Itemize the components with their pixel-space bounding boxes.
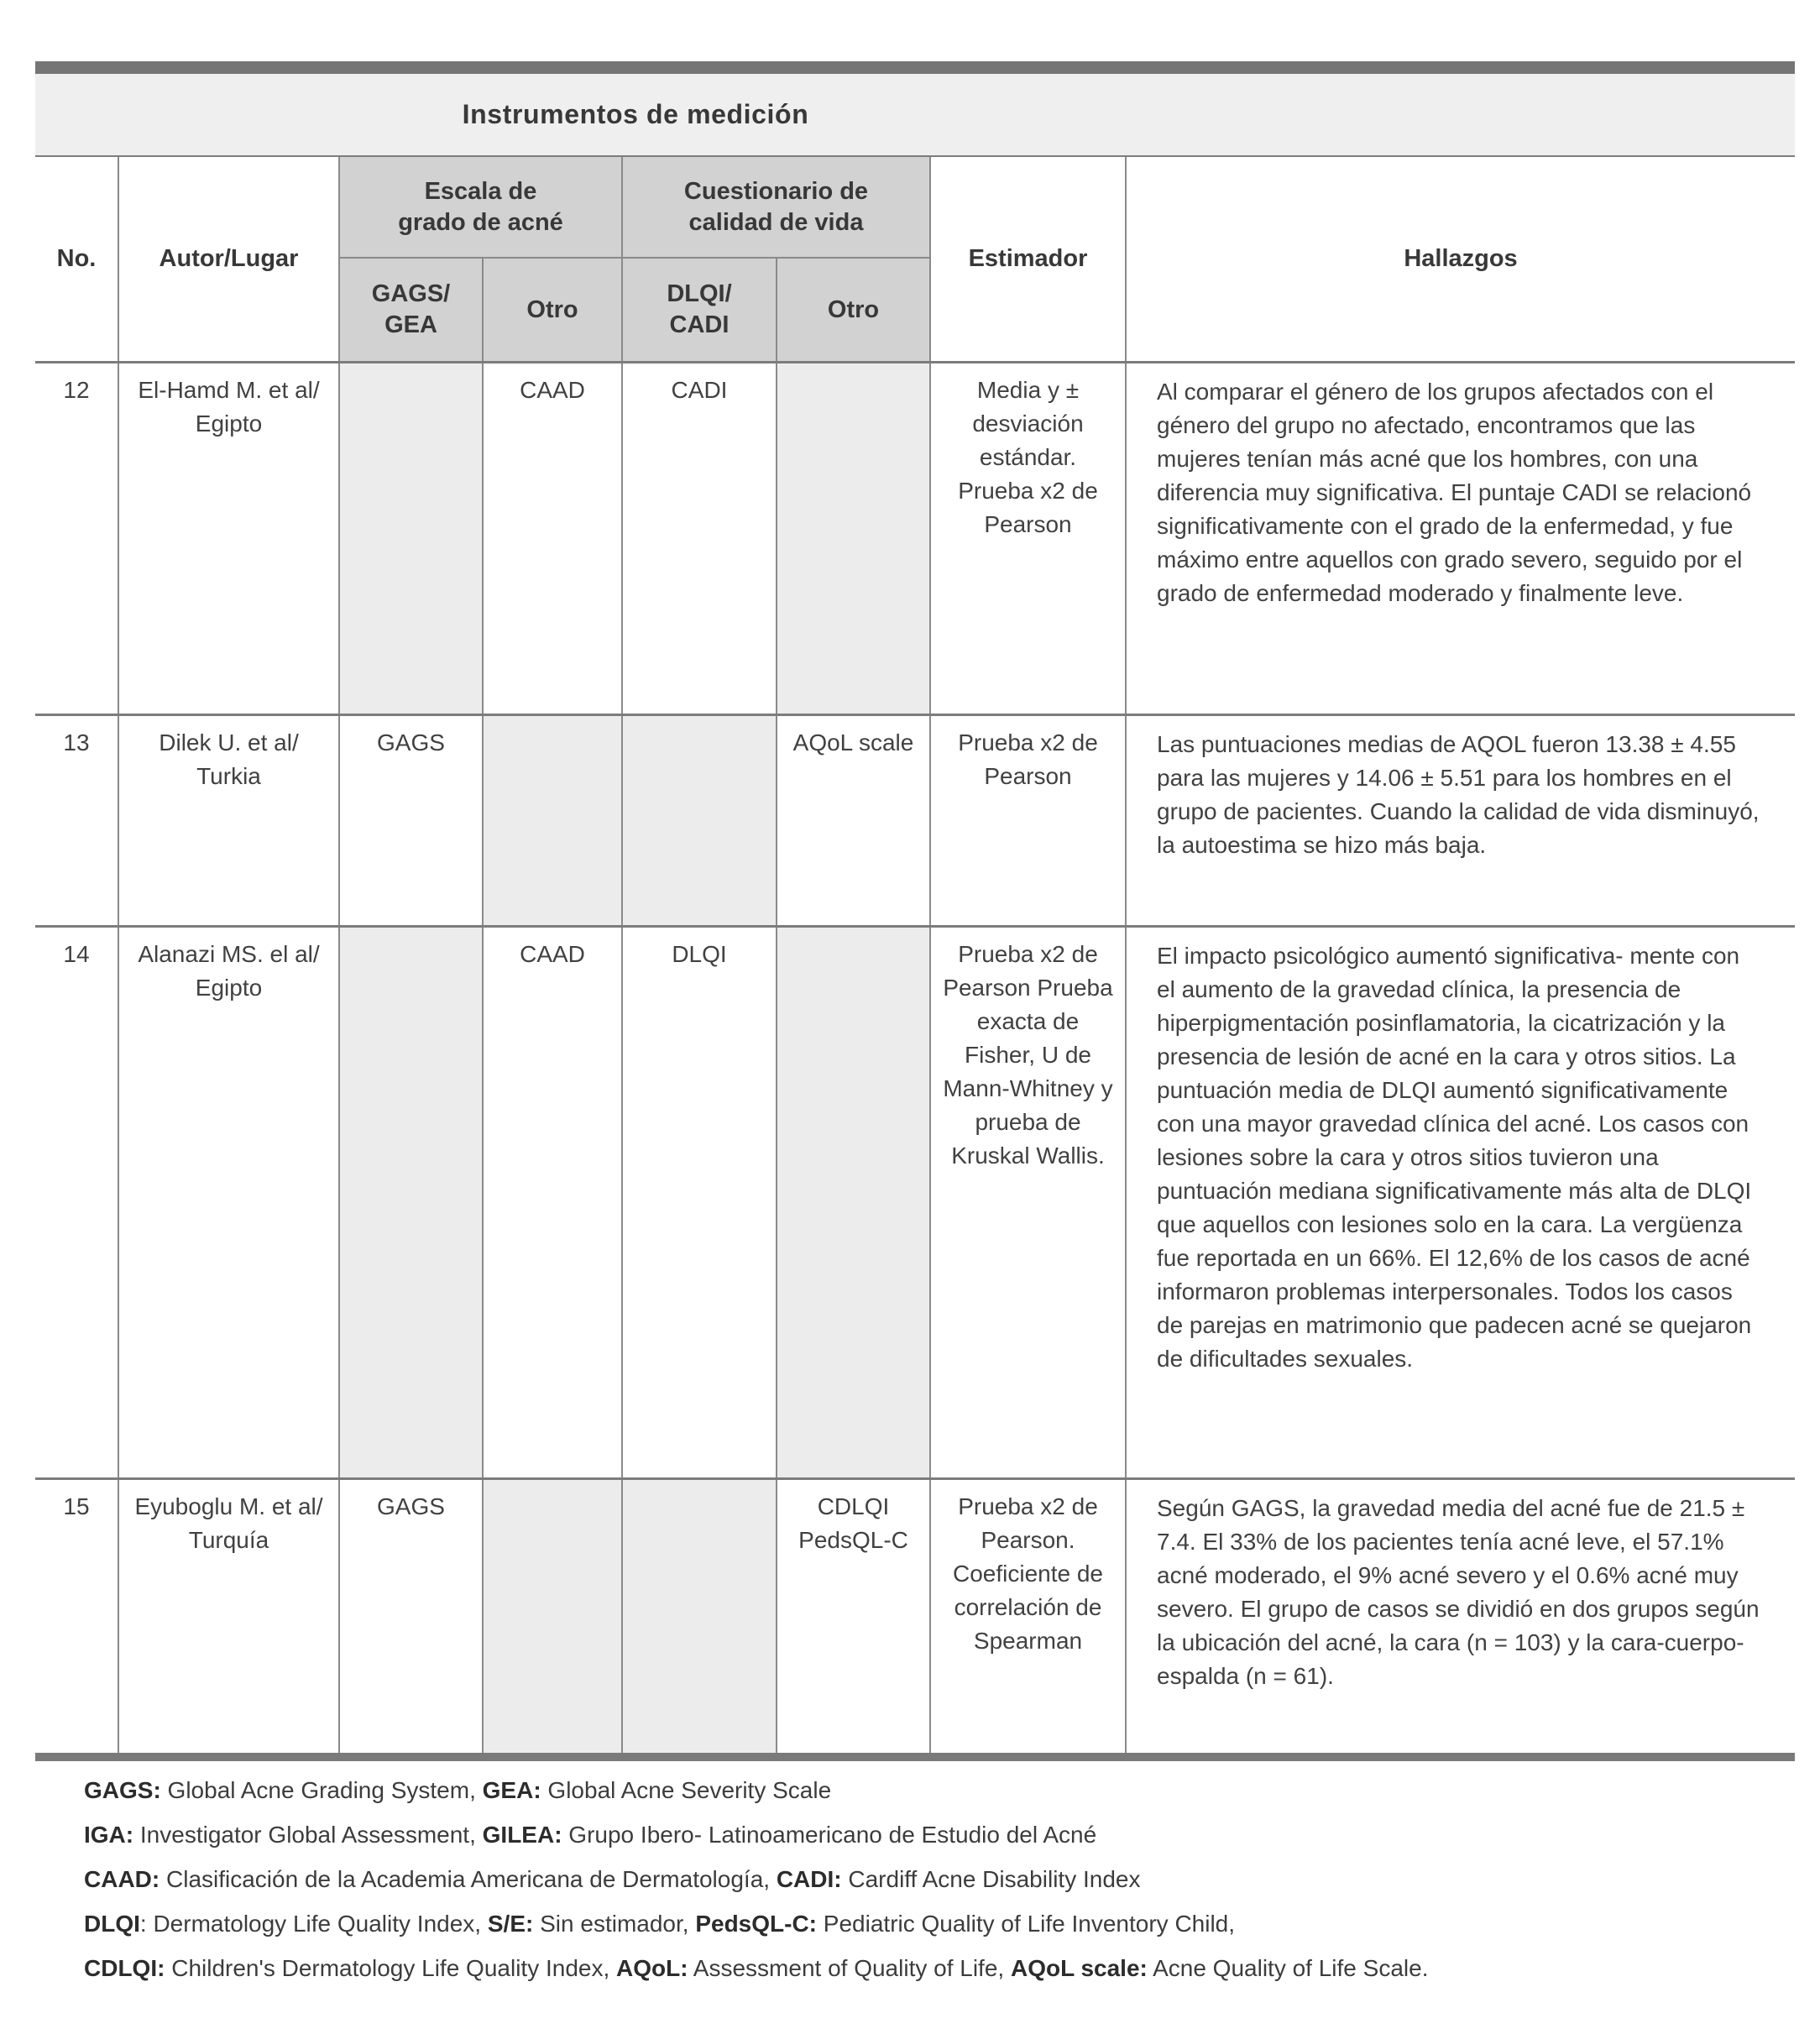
cell-author: Eyuboglu M. et al/ Turquía — [119, 1480, 340, 1753]
header-dlqi-cadi — [623, 259, 777, 361]
cell-estimador: Prueba x2 de Pearson. Coeficiente de correlación de Spearman — [931, 1480, 1127, 1753]
cell-no: 15 — [35, 1480, 119, 1753]
header-estimador: Estimador — [931, 157, 1127, 361]
header-no: No. — [35, 157, 119, 361]
cell-no: 12 — [35, 363, 119, 714]
cell-gags-gea: GAGS — [340, 716, 484, 925]
header-hallazgos: Hallazgos — [1127, 157, 1795, 361]
cell-otro-escala — [484, 716, 623, 925]
cell-author: Alanazi MS. el al/ Egipto — [119, 928, 340, 1477]
cell-otro-cuestionario: CDLQI PedsQL-C — [777, 1480, 931, 1753]
footnote-line: CAAD: Clasificación de la Academia Americana de Dermatología, CADI: Cardiff Acne Disability Index — [84, 1866, 1141, 1892]
cell-hallazgos: El impacto psicológico aumentó significativa- mente con el aumento de la gravedad clínica, la presencia de hiperpigmentación posinflamatoria, la cicatrización y la presencia de lesión de acné en la cara y otros sitios. La puntuación media de DLQI aumentó significativamente con una mayor gravedad clínica del acné. Los casos con lesiones sobre la cara y otros sitios tuvieron una puntuación mediana significativamente más alta de DLQI que aquellos con lesiones solo en la cara. La vergüenza fue reportada en un 66%. El 12,6% de los casos de acné informaron problemas interpersonales. Todos los casos de parejas en matrimonio que padecen acné se quejaron de dificultades sexuales. — [1127, 928, 1795, 1477]
header-otro-escala: Otro — [484, 259, 623, 361]
cell-hallazgos: Según GAGS, la gravedad media del acné fue de 21.5 ± 7.4. El 33% de los pacientes tenía acné leve, el 57.1% acné moderado, el 9% acné severo y el 0.6% acné muy severo. El grupo de casos se dividió en dos grupos según la ubicación del acné, la cara (n = 103) y la cara-cuerpo-espalda (n = 61). — [1127, 1480, 1795, 1753]
cell-otro-escala: CAAD — [484, 363, 623, 714]
cell-author: Dilek U. et al/ Turkia — [119, 716, 340, 925]
cell-hallazgos: Al comparar el género de los grupos afectados con el género del grupo no afectado, encontramos que las mujeres tenían más acné que los hombres, con una diferencia muy significativa. El puntaje CADI se relacionó significativamente con el grado de la enfermedad, y fue máximo entre aquellos con grado severo, seguido por el grado de enfermedad moderado y finalmente leve. — [1127, 363, 1795, 714]
footnote-line: CDLQI: Children's Dermatology Life Quality Index, AQoL: Assessment of Quality of Life, AQoL scale: Acne Quality of Life Scale. — [84, 1955, 1429, 1981]
measurement-instruments-table — [35, 61, 1795, 1761]
footnote-line: IGA: Investigator Global Assessment, GILEA: Grupo Ibero- Latinoamericano de Estudio del Acné — [84, 1822, 1097, 1848]
table-top-border — [35, 61, 1795, 74]
cell-gags-gea — [340, 363, 484, 714]
table-row — [35, 928, 1795, 1480]
cell-dlqi-cadi: DLQI — [623, 928, 777, 1477]
cell-estimador: Media y ± desviación estándar. Prueba x2 de Pearson — [931, 363, 1127, 714]
header-dlqi-cadi-label: DLQI/ CADI — [667, 280, 732, 338]
header-group-cuestionario-label: Cuestionario de calidad de vida — [683, 177, 869, 236]
cell-dlqi-cadi — [623, 1480, 777, 1753]
cell-otro-escala — [484, 1480, 623, 1753]
table-row — [35, 363, 1795, 716]
header-group-cuestionario-calidad-vida — [623, 157, 931, 259]
cell-dlqi-cadi: CADI — [623, 363, 777, 714]
footnote-line: DLQI: Dermatology Life Quality Index, S/E: Sin estimador, PedsQL-C: Pediatric Quality of Life Inventory Child, — [84, 1911, 1236, 1937]
header-group-escala-label: Escala de grado de acné — [398, 177, 563, 236]
cell-estimador: Prueba x2 de Pearson — [931, 716, 1127, 925]
table-row — [35, 1480, 1795, 1753]
table-row — [35, 716, 1795, 928]
cell-no: 13 — [35, 716, 119, 925]
header-autor-lugar: Autor/Lugar — [119, 157, 340, 361]
footnote-line: GAGS: Global Acne Grading System, GEA: Global Acne Severity Scale — [84, 1777, 832, 1803]
cell-otro-cuestionario — [777, 928, 931, 1477]
cell-dlqi-cadi — [623, 716, 777, 925]
table-title: Instrumentos de medición — [462, 99, 809, 129]
cell-hallazgos: Las puntuaciones medias de AQOL fueron 13.38 ± 4.55 para las mujeres y 14.06 ± 5.51 para los hombres en el grupo de pacientes. Cuando la calidad de vida disminuyó, la autoestima se hizo más baja. — [1127, 716, 1795, 925]
header-gags-gea — [340, 259, 484, 361]
table-header — [35, 157, 1795, 363]
table-title-band — [35, 74, 1795, 157]
cell-gags-gea — [340, 928, 484, 1477]
cell-estimador: Prueba x2 de Pearson Prueba exacta de Fisher, U de Mann-Whitney y prueba de Kruskal Wallis. — [931, 928, 1127, 1477]
table-bottom-border — [35, 1753, 1795, 1761]
cell-otro-cuestionario: AQoL scale — [777, 716, 931, 925]
header-group-escala-grado-acne — [340, 157, 623, 259]
cell-otro-escala: CAAD — [484, 928, 623, 1477]
header-gags-gea-label: GAGS/ GEA — [371, 280, 451, 338]
cell-gags-gea: GAGS — [340, 1480, 484, 1753]
cell-otro-cuestionario — [777, 363, 931, 714]
cell-no: 14 — [35, 928, 119, 1477]
cell-author: El-Hamd M. et al/ Egipto — [119, 363, 340, 714]
header-otro-cuestionario: Otro — [777, 259, 931, 361]
abbreviation-footnotes — [84, 1768, 1771, 1990]
